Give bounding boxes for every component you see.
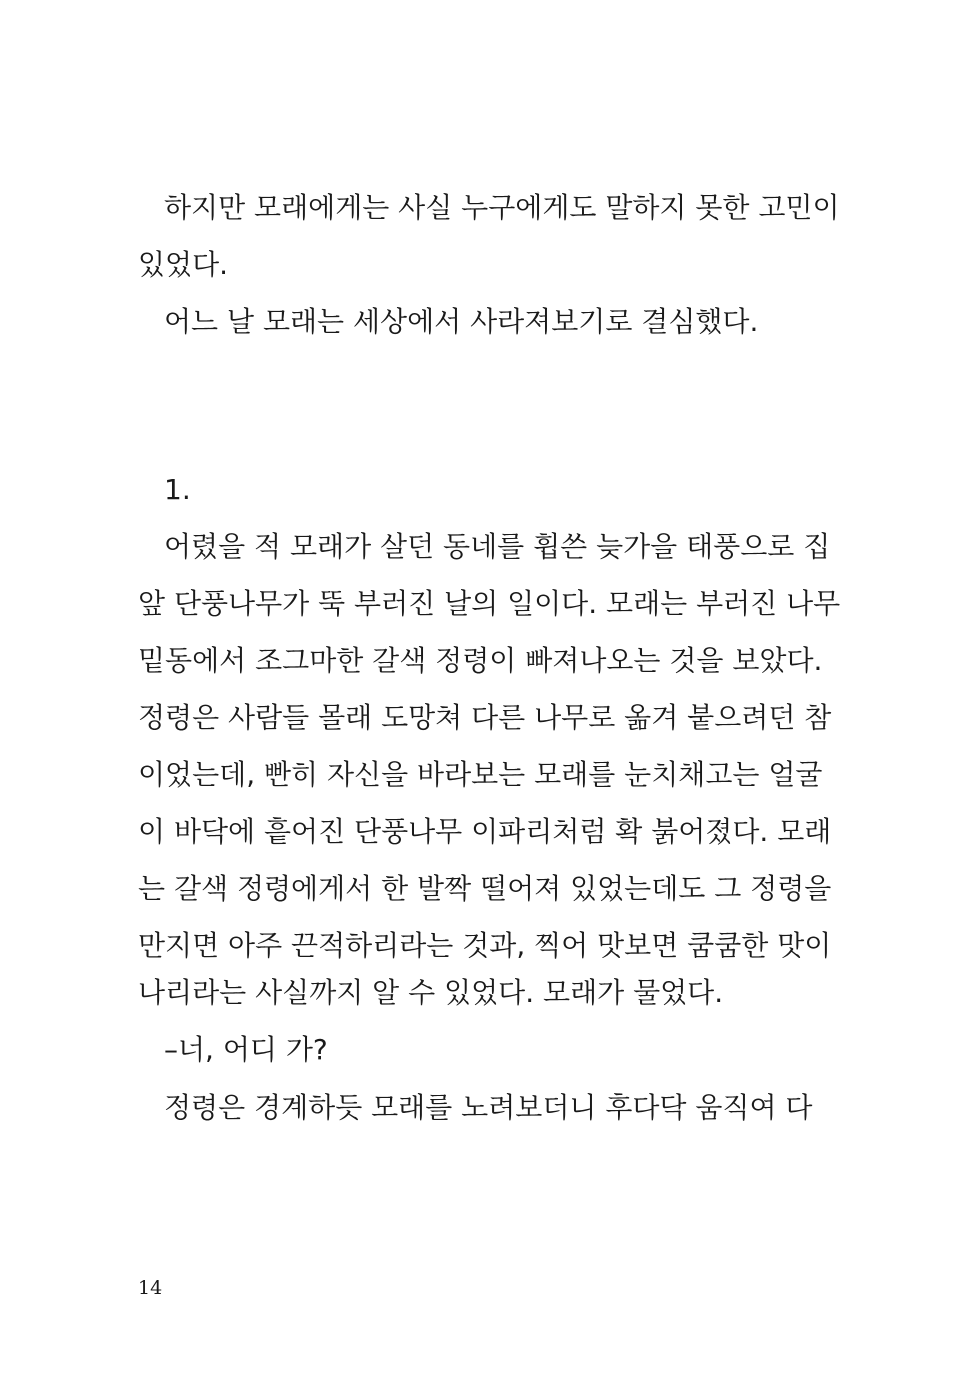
text-line: 는 갈색 정령에게서 한 발짝 떨어져 있었는데도 그 정령을	[138, 872, 832, 905]
text-line: 이었는데, 빤히 자신을 바라보는 모래를 눈치채고는 얼굴	[138, 758, 823, 791]
text-line: 있었다.	[138, 248, 229, 281]
dialogue-line: –너, 어디 가?	[164, 1033, 328, 1066]
page-number: 14	[138, 1277, 163, 1299]
section-number: 1.	[164, 473, 191, 506]
text-line: 나리라는 사실까지 알 수 있었다. 모래가 물었다.	[138, 976, 724, 1009]
text-line: 밑동에서 조그마한 갈색 정령이 빠져나오는 것을 보았다.	[138, 644, 823, 677]
text-line: 어렸을 적 모래가 살던 동네를 휩쓴 늦가을 태풍으로 집	[164, 530, 831, 563]
text-line: 앞 단풍나무가 뚝 부러진 날의 일이다. 모래는 부러진 나무	[138, 587, 841, 620]
text-line: 하지만 모래에게는 사실 누구에게도 말하지 못한 고민이	[164, 191, 840, 224]
text-line: 이 바닥에 흩어진 단풍나무 이파리처럼 확 붉어졌다. 모래	[138, 815, 832, 848]
text-line: 어느 날 모래는 세상에서 사라져보기로 결심했다.	[164, 305, 759, 338]
text-line: 정령은 경계하듯 모래를 노려보더니 후다닥 움직여 다	[164, 1091, 813, 1124]
text-line: 만지면 아주 끈적하리라는 것과, 찍어 맛보면 쿰쿰한 맛이	[138, 929, 832, 962]
text-line: 정령은 사람들 몰래 도망쳐 다른 나무로 옮겨 붙으려던 참	[138, 701, 832, 734]
